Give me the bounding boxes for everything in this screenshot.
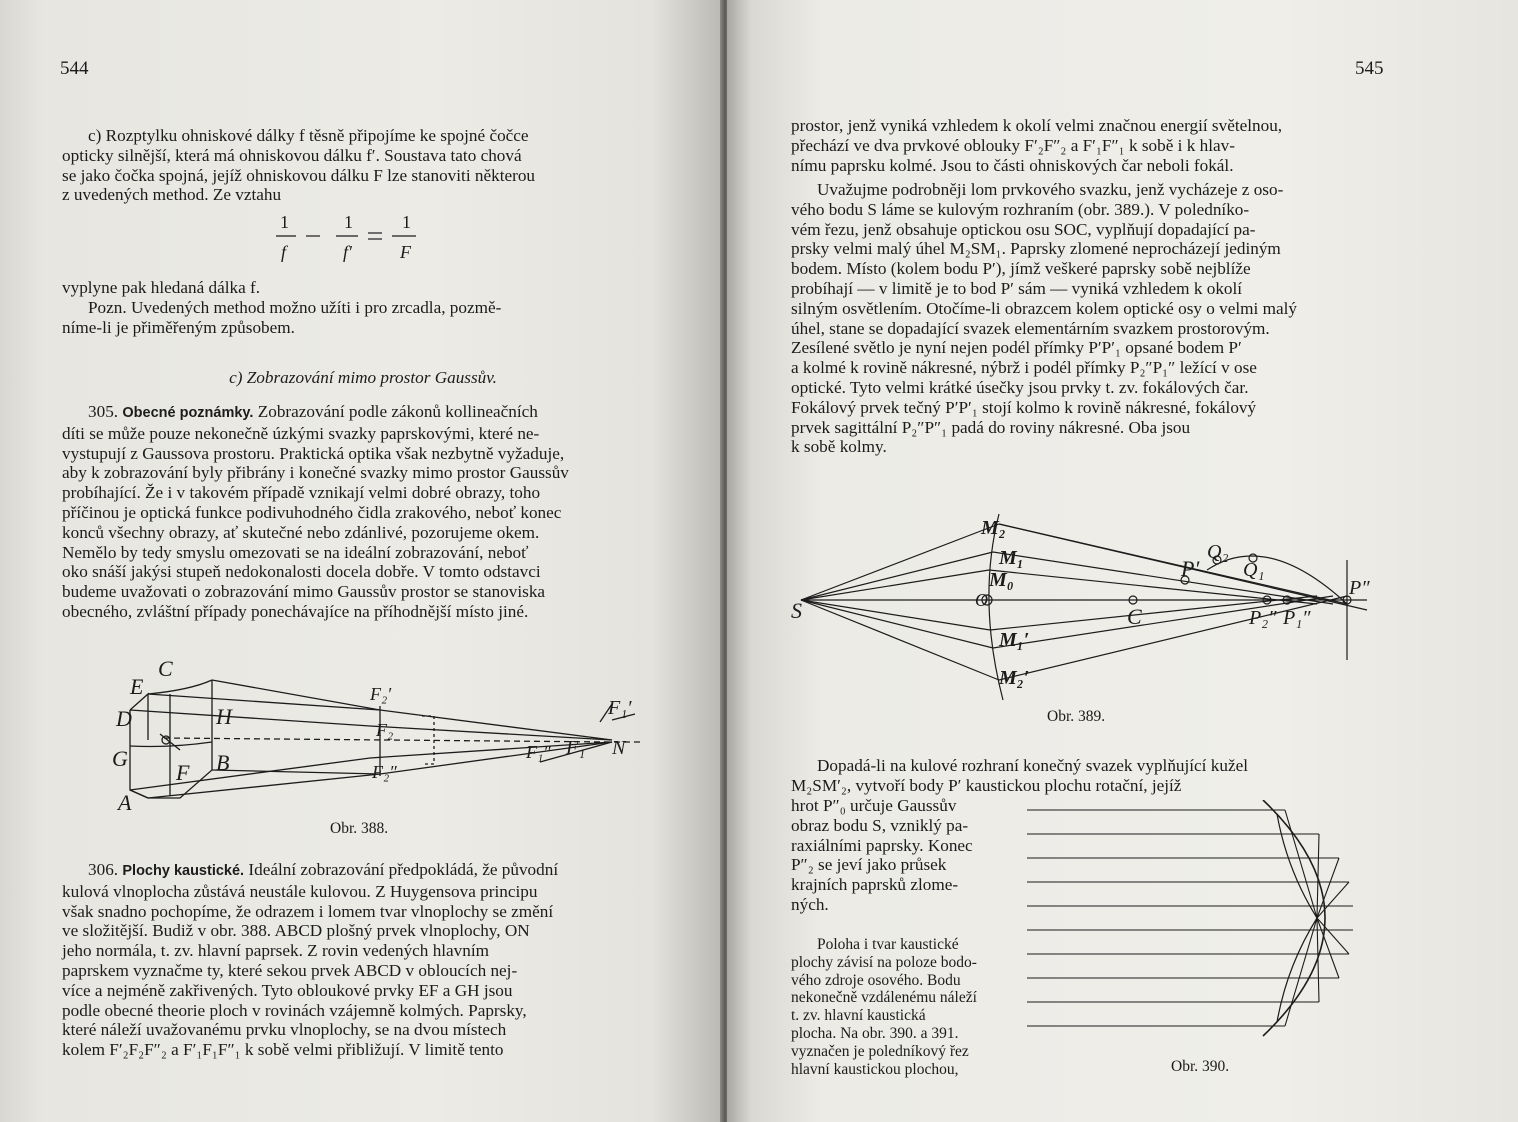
- text-line: vystupují z Gaussova prostoru. Praktická optika však nezbytně vyžaduje,: [62, 443, 565, 463]
- fig389-label-P: P′: [1181, 556, 1200, 581]
- paragraph-top: [791, 116, 1387, 175]
- text-line: oko snáší jakýsi stupeň nedokonalosti docela dobře. V tomto odstavci: [62, 562, 541, 582]
- text-line: bodem. Místo (kolem bodu P′), jímž veškeré paprsky sobě nejblíže: [791, 259, 1251, 279]
- text-line: přechází ve dva prvkové oblouky F′₂F″₂ a F′₁F″₁ k sobě i k hlav-: [791, 135, 1235, 155]
- text-line: aby k zobrazování byly přibrány i konečné svazky mimo prostor Gaussův: [62, 463, 569, 483]
- text-line: plochy závisí na poloze bodo-: [791, 953, 977, 971]
- fig389-label-C: C: [1127, 604, 1142, 629]
- left-page-number: 544: [60, 58, 89, 79]
- figure-388-caption: Obr. 388.: [330, 820, 389, 837]
- text-line: podle obecné theorie ploch v rovinách vzájemně kolmých. Paprsky,: [62, 1000, 527, 1020]
- formula-bars: [270, 230, 430, 250]
- paragraph-caustic-narrow: [791, 796, 1017, 915]
- text-line: nímu paprsku kolmé. Jsou to části ohniskových čar neboli fokál.: [791, 155, 1234, 175]
- formula-den-2: f′: [343, 242, 352, 262]
- text-line: Fokálový prvek tečný P′P′₁ stojí kolmo k rovině nákresné, fokálový: [791, 397, 1257, 417]
- text-line: obecného, zvláštní případy ponechávajíce na příhodnější místo jiné.: [62, 601, 529, 621]
- text-line: hrot P″₀ určuje Gaussův: [791, 796, 957, 815]
- text-line: silným osvětlením. Otočíme-li obrazcem kolem optické osy o velmi malý: [791, 298, 1297, 318]
- fig389-label-S: S: [791, 598, 802, 623]
- text-line: paprskem vyznačme ty, které sekou prvek ABCD v obloucích nej-: [62, 960, 518, 980]
- text-line: kolem F′₂F₂F″₂ a F′₁F₁F″₁ k sobě velmi přibližují. V limitě tento: [62, 1040, 504, 1060]
- formula-num-2: 1: [344, 212, 353, 232]
- text-line: plocha. Na obr. 390. a 391.: [791, 1024, 959, 1042]
- fig389-label-P1: P₁″: [1283, 607, 1311, 629]
- fig388-label-D: D: [116, 706, 132, 731]
- text-line: c) Rozptylku ohniskové dálky f těsně připojíme ke spojné čočce: [88, 126, 529, 145]
- fig389-label-M1: M₁: [999, 547, 1024, 569]
- figure-388: [100, 650, 690, 820]
- paragraph-main-caustic: [791, 936, 1017, 1078]
- text-line: vyplyne pak hledaná dálka f.: [62, 278, 261, 297]
- text-line: raxiálními paprsky. Konec: [791, 835, 973, 855]
- text-line: obraz bodu S, vzniklý pa-: [791, 815, 969, 835]
- text-line: Poloha i tvar kaustické: [817, 936, 959, 953]
- text-line: vyznačen je poledníkový řez: [791, 1042, 969, 1060]
- section-title: Obecné poznámky.: [122, 405, 254, 421]
- text-line: prvek sagittální P₂″P″₁ padá do roviny nákresné. Oba jsou: [791, 417, 1191, 437]
- fig388-label-F2p: F₂′: [370, 684, 392, 704]
- text-line: však snadno pochopíme, že odrazem i lomem tvar vlnoplochy se změní: [62, 901, 554, 921]
- section-number: 306.: [88, 860, 119, 879]
- text-line: vém řezu, jenž obsahuje optickou osu SOC, vyplňují dopadající pa-: [791, 219, 1256, 239]
- text-line: a kolmé k rovině nákresné, nýbrž i podél přímky P₂″P₁″ ležící v ose: [791, 358, 1257, 378]
- text-line: díti se může pouze nekonečně úzkými svazky paprskovými, které ne-: [62, 423, 540, 443]
- fig388-label-F2pp: F₂″: [372, 762, 397, 782]
- text-line: t. zv. hlavní kaustická: [791, 1007, 926, 1025]
- fig389-label-Q2: Q₂: [1207, 541, 1229, 563]
- text-line: Nemělo by tedy smyslu omezovati se na ideální zobrazování, neboť: [62, 542, 529, 562]
- figure-390-caption: Obr. 390.: [1171, 1058, 1230, 1075]
- fig388-label-F1: F₁: [566, 737, 586, 759]
- formula-num-3: 1: [402, 212, 411, 232]
- fig388-label-C: C: [158, 656, 173, 681]
- right-page: [727, 0, 1518, 1122]
- text-line: Pozn. Uvedených method možno užíti i pro zrcadla, pozmě-: [88, 297, 502, 317]
- fig388-label-H: H: [216, 704, 232, 729]
- text-line: krajních paprsků zlome-: [791, 875, 959, 895]
- fig389-label-Q1: Q₁: [1243, 559, 1265, 581]
- text-line: příčinou je optická funkce podivuhodného čidla zrakového, neboť konec: [62, 502, 562, 522]
- text-line: k sobě kolmy.: [791, 437, 887, 457]
- text-line: jeho normála, t. zv. hlavní paprsek. Z rovin vedených hlavním: [62, 941, 490, 961]
- formula-num-1: 1: [280, 212, 289, 232]
- text-line: opticky silnější, která má ohniskovou dálku f′. Soustava tato chová: [62, 145, 522, 165]
- text-line: Zobrazování podle zákonů kollineačních: [257, 402, 538, 421]
- right-page-number: 545: [1355, 58, 1384, 79]
- text-line: hlavní kaustickou plochou,: [791, 1060, 959, 1078]
- fig389-label-Ppp: P″: [1349, 577, 1370, 599]
- fig388-arc-top: [148, 680, 212, 694]
- fig388-label-F1pp: F₁″: [526, 742, 551, 762]
- text-line: Dopadá-li na kulové rozhraní konečný svazek vyplňující kužel: [817, 756, 1248, 775]
- fig388-label-A: A: [118, 790, 132, 815]
- left-page: [0, 0, 724, 1122]
- text-line: ných.: [791, 894, 829, 914]
- text-line: prostor, jenž vyniká vzhledem k okolí velmi značnou energií světelnou,: [791, 116, 1283, 135]
- text-line: optické. Tyto velmi krátké úsečky jsou prvky t. zv. fokálových čar.: [791, 377, 1249, 397]
- fig388-label-F1p: F₁′: [608, 697, 632, 719]
- fig389-label-M2p: M₂′: [999, 667, 1030, 689]
- text-line: více a nejméně zakřivených. Tyto obloukové prvky EF a GH jsou: [62, 980, 513, 1000]
- text-line: konců všechny obrazy, ať skutečné nebo zdánlivé, pozorujeme okem.: [62, 522, 540, 542]
- text-line: úhel, stane se dopadající svazek elementárním svazkem prostorovým.: [791, 318, 1270, 338]
- fig389-label-P2: P₂″: [1249, 607, 1277, 629]
- fig389-label-M0: M₀: [989, 569, 1014, 591]
- paragraph-c-lens: [62, 126, 664, 205]
- text-line: ve složitější. Budiž v obr. 388. ABCD plošný prvek vlnoplochy, ON: [62, 921, 530, 941]
- fig388-label-B: B: [216, 750, 230, 775]
- text-line: prsky velmi malý úhel M₂SM₁. Paprsky zlomené neprocházejí jediným: [791, 239, 1281, 259]
- section-title: Plochy kaustické.: [122, 863, 245, 879]
- text-line: kulová vlnoplocha zůstává neustále kulovou. Z Huygensova principu: [62, 881, 538, 901]
- figure-389: [787, 500, 1387, 710]
- text-line: vého zdroje osového. Bodu: [791, 971, 961, 989]
- text-line: nekonečně vzdálenému náleží: [791, 989, 977, 1007]
- text-line: budeme uvažovati o zobrazování mimo Gaussův prostor se stanoviska: [62, 582, 546, 602]
- figure-390: [1027, 800, 1387, 1070]
- section-306: [62, 860, 664, 1060]
- section-number: 305.: [88, 402, 119, 421]
- fig388-label-E: E: [130, 674, 144, 699]
- text-line: se jako čočka spojná, jejíž ohniskovou dálku F lze stanoviti některou: [62, 165, 536, 185]
- paragraph-refraction: [791, 180, 1387, 457]
- paragraph-result: [62, 278, 664, 337]
- text-line: Zesílené světlo je nyní nejen podél přímky P′P′₁ opsané bodem P′: [791, 338, 1242, 358]
- text-line: Uvažujme podrobněji lom prvkového svazku, jenž vycházeje z oso-: [817, 180, 1284, 199]
- figure-389-caption: Obr. 389.: [1047, 708, 1106, 725]
- text-line: z uvedených method. Ze vztahu: [62, 185, 282, 205]
- fig389-label-M2: M₂: [981, 517, 1006, 539]
- fig389-label-O: O: [975, 590, 988, 610]
- text-line: níme-li je přiměřeným způsobem.: [62, 317, 295, 337]
- fig389-label-M1p: M₁′: [999, 629, 1030, 651]
- subsection-heading: c) Zobrazování mimo prostor Gaussův.: [229, 368, 497, 387]
- text-line: probíhají — v limitě je to bod P′ sám — vyniká vzhledem k okolí: [791, 278, 1243, 298]
- text-line: vého bodu S láme se kulovým rozhraním (obr. 389.). V poledníko-: [791, 199, 1250, 219]
- section-305: [62, 402, 664, 622]
- formula-den-3: F: [400, 242, 411, 262]
- fig388-label-G: G: [112, 746, 128, 771]
- text-line: M₂SM′₂, vytvoří body P′ kaustickou plochu rotační, jejíž: [791, 775, 1182, 795]
- fig388-label-F2: F₂: [376, 720, 394, 740]
- text-line: P″₂ se jeví jako průsek: [791, 855, 947, 875]
- text-line: které náleží uvažovanému prvku vlnoplochy, se na dvou místech: [62, 1020, 507, 1040]
- formula-den-1: f: [281, 242, 287, 262]
- text-line: Ideální zobrazování předpokládá, že původní: [248, 860, 559, 879]
- fig388-label-N: N: [612, 737, 626, 759]
- fig388-label-F: F: [176, 760, 190, 785]
- paragraph-caustic-full: [791, 756, 1387, 796]
- text-line: probíhající. Že i v takovém případě vznikají velmi dobré obrazy, toho: [62, 483, 541, 503]
